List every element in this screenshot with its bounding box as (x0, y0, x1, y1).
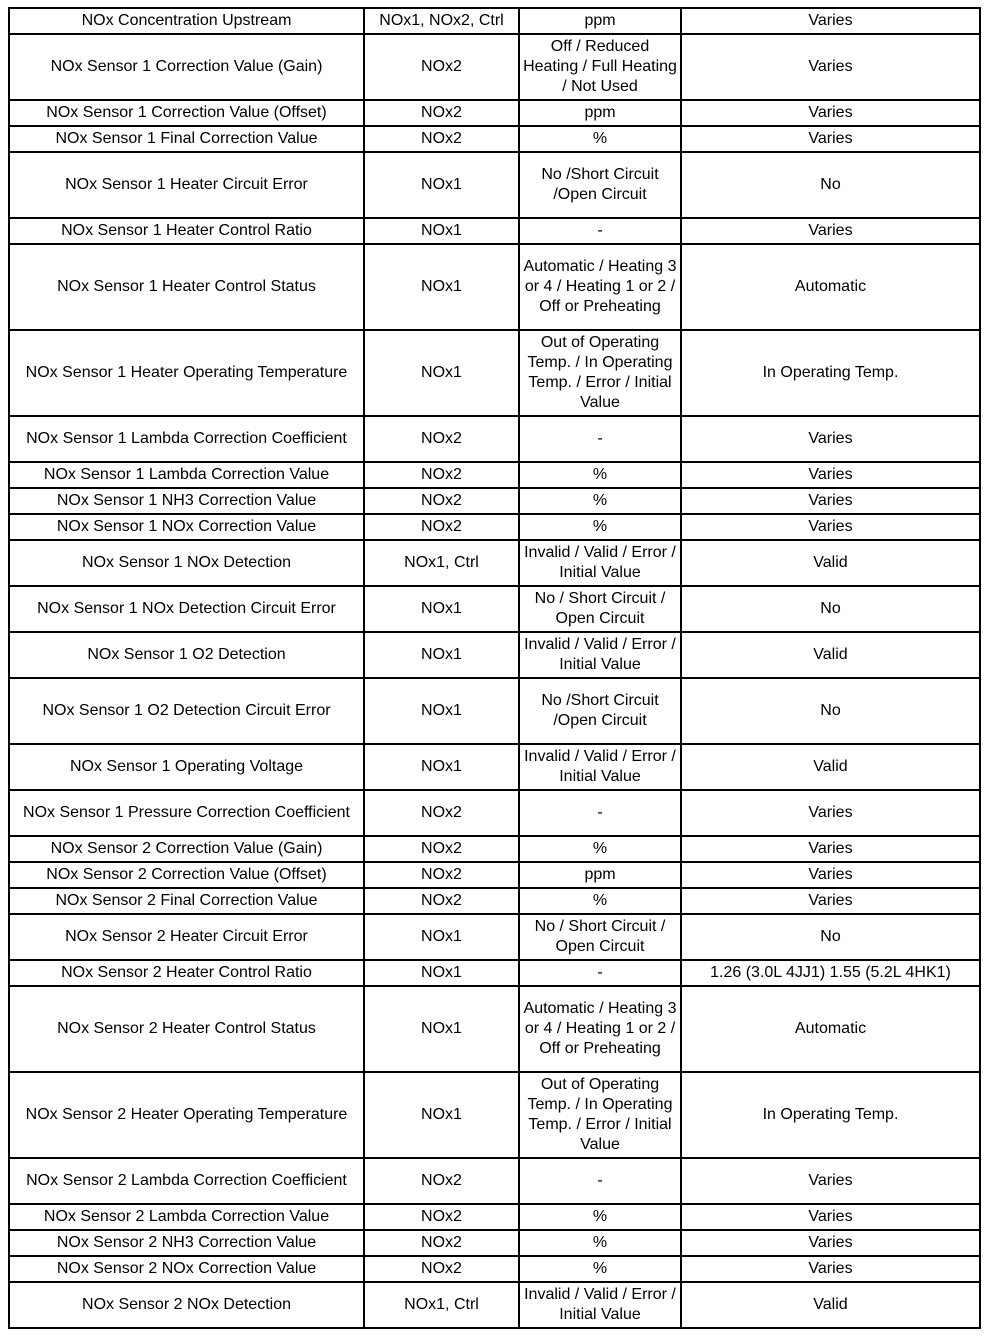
typical-value-cell: Varies (681, 416, 980, 462)
table-row (9, 790, 980, 836)
typical-value-cell: Varies (681, 100, 980, 126)
parameter-name-cell: NOx Sensor 2 Final Correction Value (9, 888, 364, 914)
units-cell: No /Short Circuit /Open Circuit (519, 152, 681, 218)
typical-value-cell: In Operating Temp. (681, 330, 980, 416)
module-cell: NOx2 (364, 1256, 519, 1282)
module-cell: NOx2 (364, 34, 519, 100)
parameter-name-cell: NOx Sensor 1 NOx Detection Circuit Error (9, 586, 364, 632)
typical-value-cell: Automatic (681, 986, 980, 1072)
typical-value-cell: Varies (681, 488, 980, 514)
units-cell: Automatic / Heating 3 or 4 / Heating 1 or 2 / Off or Preheating (519, 986, 681, 1072)
table-row (9, 836, 980, 862)
units-cell: % (519, 1256, 681, 1282)
module-cell: NOx1 (364, 960, 519, 986)
units-cell: Off / Reduced Heating / Full Heating / Not Used (519, 34, 681, 100)
module-cell: NOx1 (364, 244, 519, 330)
module-cell: NOx1 (364, 986, 519, 1072)
units-cell: % (519, 1230, 681, 1256)
parameter-name-cell: NOx Sensor 2 Heater Control Status (9, 986, 364, 1072)
parameter-name-cell: NOx Sensor 1 Lambda Correction Coefficient (9, 416, 364, 462)
parameter-name-cell: NOx Sensor 2 Correction Value (Offset) (9, 862, 364, 888)
units-cell: % (519, 462, 681, 488)
module-cell: NOx1 (364, 914, 519, 960)
typical-value-cell: Varies (681, 888, 980, 914)
module-cell: NOx1 (364, 1072, 519, 1158)
parameter-name-cell: NOx Concentration Upstream (9, 8, 364, 34)
parameter-name-cell: NOx Sensor 1 Heater Control Status (9, 244, 364, 330)
module-cell: NOx2 (364, 790, 519, 836)
units-cell: ppm (519, 100, 681, 126)
module-cell: NOx1 (364, 218, 519, 244)
table-row (9, 34, 980, 100)
table-row (9, 100, 980, 126)
parameter-name-cell: NOx Sensor 1 O2 Detection Circuit Error (9, 678, 364, 744)
table-row (9, 8, 980, 34)
parameter-name-cell: NOx Sensor 2 Heater Circuit Error (9, 914, 364, 960)
typical-value-cell: Varies (681, 126, 980, 152)
units-cell: % (519, 514, 681, 540)
units-cell: - (519, 416, 681, 462)
table-row (9, 462, 980, 488)
parameter-name-cell: NOx Sensor 2 Lambda Correction Value (9, 1204, 364, 1230)
typical-value-cell: Varies (681, 8, 980, 34)
table-row (9, 1204, 980, 1230)
typical-value-cell: No (681, 678, 980, 744)
parameter-name-cell: NOx Sensor 2 Correction Value (Gain) (9, 836, 364, 862)
scan-tool-parameter-table (8, 7, 981, 1329)
typical-value-cell: Varies (681, 862, 980, 888)
typical-value-cell: Varies (681, 514, 980, 540)
table-row (9, 678, 980, 744)
table-row (9, 888, 980, 914)
module-cell: NOx2 (364, 1230, 519, 1256)
typical-value-cell: Varies (681, 1230, 980, 1256)
table-row (9, 862, 980, 888)
table-row (9, 126, 980, 152)
parameter-name-cell: NOx Sensor 1 NH3 Correction Value (9, 488, 364, 514)
typical-value-cell: No (681, 914, 980, 960)
typical-value-cell: Varies (681, 836, 980, 862)
units-cell: Invalid / Valid / Error / Initial Value (519, 744, 681, 790)
units-cell: % (519, 126, 681, 152)
typical-value-cell: Varies (681, 218, 980, 244)
module-cell: NOx1 (364, 744, 519, 790)
table-row (9, 986, 980, 1072)
module-cell: NOx1 (364, 330, 519, 416)
parameter-name-cell: NOx Sensor 1 Pressure Correction Coefficient (9, 790, 364, 836)
table-row (9, 632, 980, 678)
module-cell: NOx2 (364, 416, 519, 462)
table-row (9, 488, 980, 514)
parameter-name-cell: NOx Sensor 2 NH3 Correction Value (9, 1230, 364, 1256)
table-row (9, 244, 980, 330)
parameter-name-cell: NOx Sensor 1 Correction Value (Gain) (9, 34, 364, 100)
parameter-name-cell: NOx Sensor 1 Heater Operating Temperature (9, 330, 364, 416)
units-cell: Automatic / Heating 3 or 4 / Heating 1 or 2 / Off or Preheating (519, 244, 681, 330)
module-cell: NOx2 (364, 488, 519, 514)
data-table-container (8, 7, 979, 1329)
parameter-name-cell: NOx Sensor 2 Heater Operating Temperature (9, 1072, 364, 1158)
table-row (9, 540, 980, 586)
parameter-name-cell: NOx Sensor 2 NOx Detection (9, 1282, 364, 1328)
module-cell: NOx2 (364, 126, 519, 152)
typical-value-cell: No (681, 152, 980, 218)
typical-value-cell: Varies (681, 34, 980, 100)
table-row (9, 1158, 980, 1204)
units-cell: % (519, 1204, 681, 1230)
table-row (9, 1256, 980, 1282)
module-cell: NOx2 (364, 862, 519, 888)
units-cell: - (519, 790, 681, 836)
module-cell: NOx1 (364, 586, 519, 632)
units-cell: Invalid / Valid / Error / Initial Value (519, 632, 681, 678)
parameter-name-cell: NOx Sensor 1 Final Correction Value (9, 126, 364, 152)
typical-value-cell: Valid (681, 632, 980, 678)
units-cell: % (519, 836, 681, 862)
module-cell: NOx2 (364, 1158, 519, 1204)
typical-value-cell: Varies (681, 1204, 980, 1230)
typical-value-cell: Varies (681, 462, 980, 488)
typical-value-cell: Varies (681, 790, 980, 836)
typical-value-cell: Valid (681, 1282, 980, 1328)
units-cell: Out of Operating Temp. / In Operating Temp. / Error / Initial Value (519, 1072, 681, 1158)
module-cell: NOx2 (364, 100, 519, 126)
table-row (9, 514, 980, 540)
typical-value-cell: 1.26 (3.0L 4JJ1) 1.55 (5.2L 4HK1) (681, 960, 980, 986)
parameter-name-cell: NOx Sensor 1 Heater Control Ratio (9, 218, 364, 244)
parameter-name-cell: NOx Sensor 2 NOx Correction Value (9, 1256, 364, 1282)
units-cell: ppm (519, 862, 681, 888)
typical-value-cell: No (681, 586, 980, 632)
typical-value-cell: In Operating Temp. (681, 1072, 980, 1158)
parameter-name-cell: NOx Sensor 1 Heater Circuit Error (9, 152, 364, 218)
units-cell: No / Short Circuit / Open Circuit (519, 914, 681, 960)
typical-value-cell: Valid (681, 744, 980, 790)
table-row (9, 330, 980, 416)
module-cell: NOx2 (364, 462, 519, 488)
units-cell: Invalid / Valid / Error / Initial Value (519, 540, 681, 586)
table-row (9, 914, 980, 960)
module-cell: NOx1, Ctrl (364, 540, 519, 586)
units-cell: No /Short Circuit /Open Circuit (519, 678, 681, 744)
parameter-name-cell: NOx Sensor 2 Lambda Correction Coefficient (9, 1158, 364, 1204)
typical-value-cell: Varies (681, 1256, 980, 1282)
module-cell: NOx1, Ctrl (364, 1282, 519, 1328)
table-row (9, 1230, 980, 1256)
module-cell: NOx2 (364, 1204, 519, 1230)
module-cell: NOx1 (364, 152, 519, 218)
units-cell: - (519, 960, 681, 986)
parameter-name-cell: NOx Sensor 1 O2 Detection (9, 632, 364, 678)
module-cell: NOx2 (364, 836, 519, 862)
parameter-name-cell: NOx Sensor 1 Lambda Correction Value (9, 462, 364, 488)
table-row (9, 152, 980, 218)
units-cell: No / Short Circuit / Open Circuit (519, 586, 681, 632)
table-row (9, 416, 980, 462)
units-cell: Out of Operating Temp. / In Operating Temp. / Error / Initial Value (519, 330, 681, 416)
units-cell: - (519, 1158, 681, 1204)
typical-value-cell: Automatic (681, 244, 980, 330)
module-cell: NOx2 (364, 888, 519, 914)
parameter-name-cell: NOx Sensor 1 NOx Detection (9, 540, 364, 586)
parameter-name-cell: NOx Sensor 1 NOx Correction Value (9, 514, 364, 540)
units-cell: Invalid / Valid / Error / Initial Value (519, 1282, 681, 1328)
module-cell: NOx1 (364, 632, 519, 678)
table-row (9, 1072, 980, 1158)
units-cell: % (519, 888, 681, 914)
module-cell: NOx1, NOx2, Ctrl (364, 8, 519, 34)
table-row (9, 744, 980, 790)
parameter-name-cell: NOx Sensor 1 Operating Voltage (9, 744, 364, 790)
table-row (9, 586, 980, 632)
typical-value-cell: Varies (681, 1158, 980, 1204)
parameter-name-cell: NOx Sensor 2 Heater Control Ratio (9, 960, 364, 986)
units-cell: ppm (519, 8, 681, 34)
typical-value-cell: Valid (681, 540, 980, 586)
table-row (9, 218, 980, 244)
table-row (9, 1282, 980, 1328)
units-cell: % (519, 488, 681, 514)
parameter-name-cell: NOx Sensor 1 Correction Value (Offset) (9, 100, 364, 126)
module-cell: NOx2 (364, 514, 519, 540)
module-cell: NOx1 (364, 678, 519, 744)
units-cell: - (519, 218, 681, 244)
table-row (9, 960, 980, 986)
